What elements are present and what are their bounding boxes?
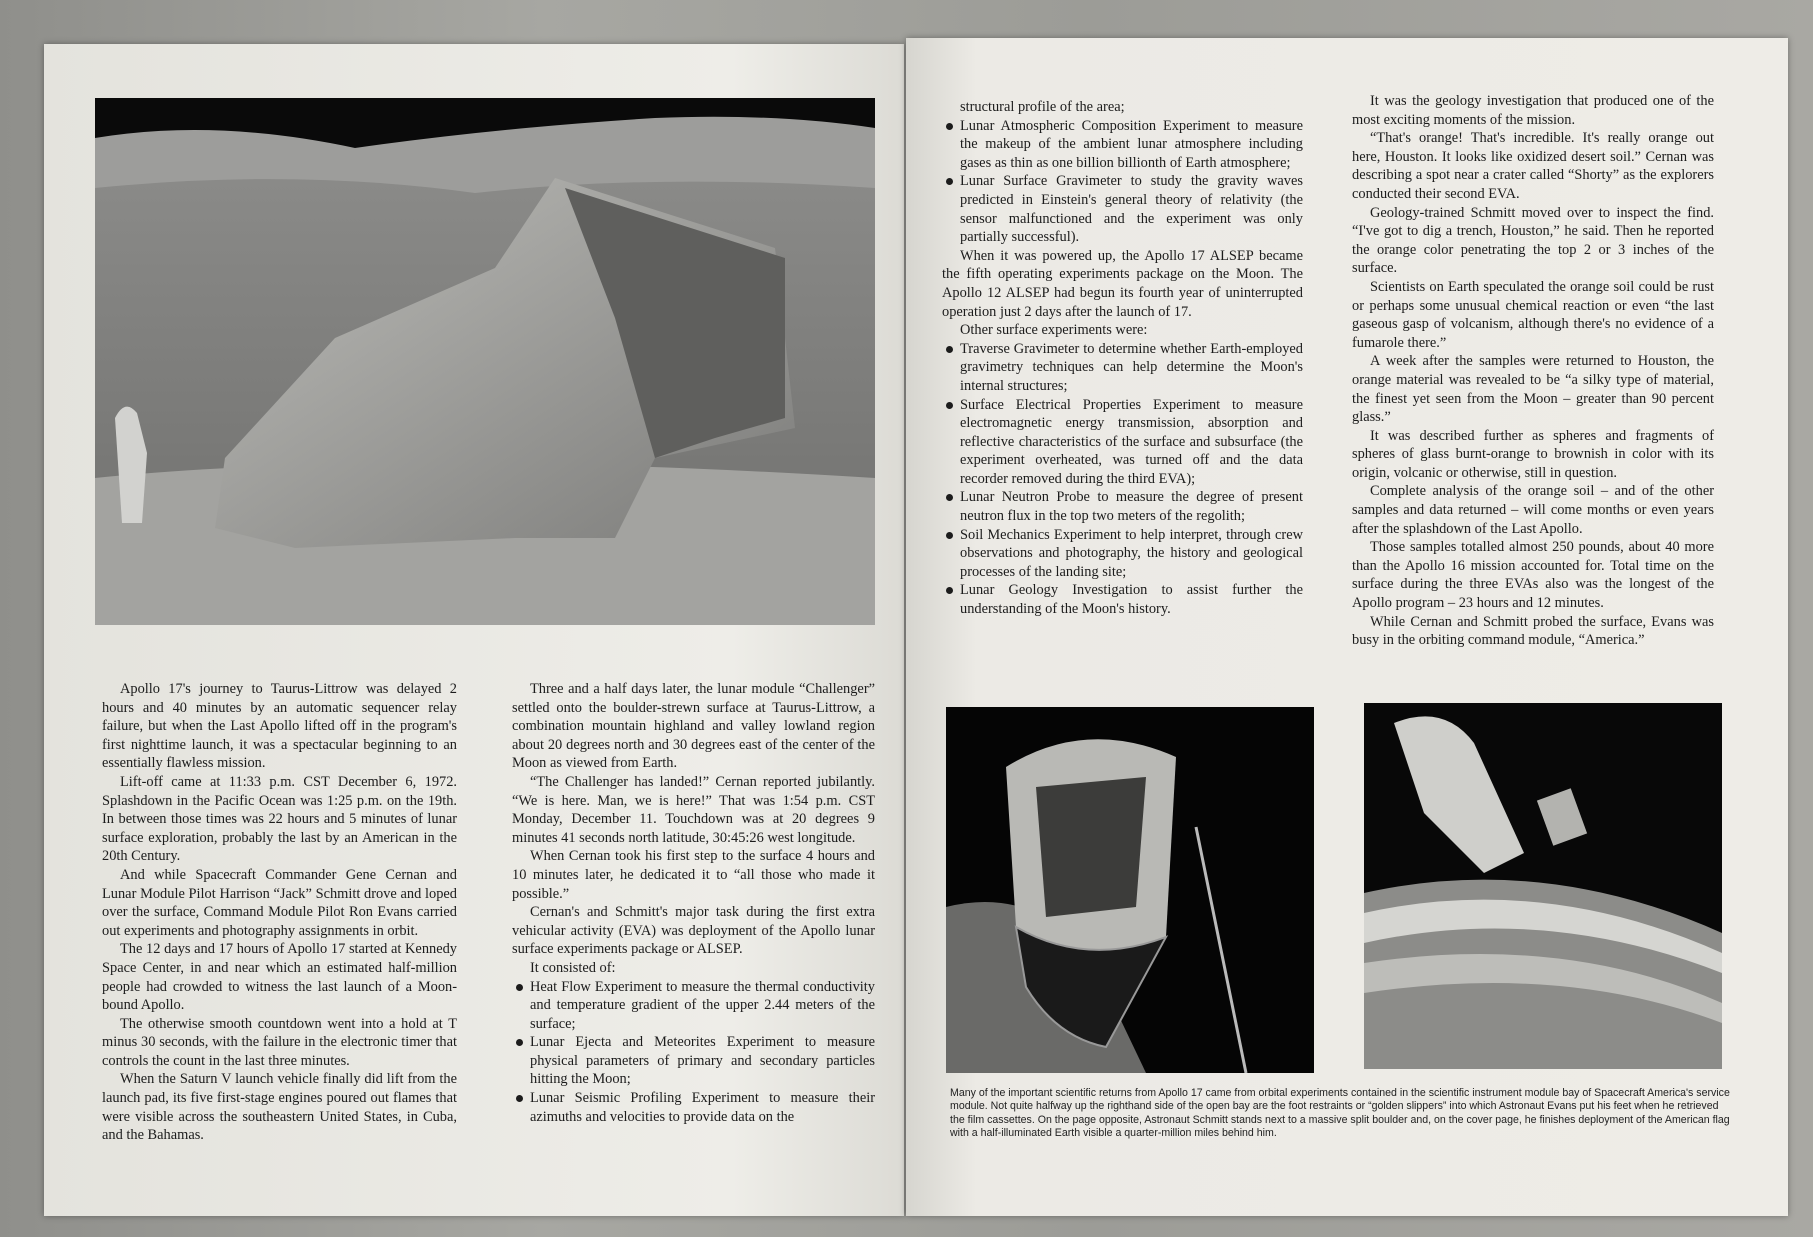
paragraph: Three and a half days later, the lunar module “Challenger” settled onto the boulder-strewn surface at Taurus-Littrow, a combination mountain highland and valley lowland region about 20 degrees north and 30 degrees east of the center of the Moon as viewed from Earth. [512, 681, 875, 772]
paragraph: Those samples totalled almost 250 pounds, about 40 more than the Apollo 16 mission accounted for. Total time on the surface during the three EVAs also was the longest of the Apollo program – 23 hours and 12 minutes. [1352, 539, 1714, 612]
paragraph: Other surface experiments were: [960, 322, 1148, 339]
list-item: Lunar Neutron Probe to measure the degree of present neutron flux in the top two meters of the regolith; [942, 488, 1303, 525]
paragraph: Cernan's and Schmitt's major task during the first extra vehicular activity (EVA) was deployment of the Apollo lunar surface experiments package or ALSEP. [512, 904, 875, 958]
paragraph: Apollo 17's journey to Taurus-Littrow was delayed 2 hours and 40 minutes by an automatic sequencer relay failure, but when the Last Apollo lifted off in the program's first nighttime launch, it was a spectacular beginning to an essentially flawless mission. [102, 681, 457, 772]
paragraph: Scientists on Earth speculated the orange soil could be rust or perhaps some unusual chemical reaction or even “the last gaseous gasp of volcanism, although there's no evidence of a fumarole there.” [1352, 278, 1714, 351]
paragraph: While Cernan and Schmitt probed the surface, Evans was busy in the orbiting command module, “America.” [1352, 613, 1714, 649]
right-column-1 [942, 98, 1303, 619]
paragraph: It was described further as spheres and fragments of spheres of glass burnt-orange to brownish in color with its origin, volcanic or otherwise, still in question. [1352, 427, 1714, 481]
paragraph: When the Saturn V launch vehicle finally did lift from the launch pad, its five first-stage engines poured out flames that were visible across the southeastern United States, in Cuba, and the Bahamas. [102, 1071, 457, 1144]
paragraph: It consisted of: [530, 959, 616, 976]
paragraph: When it was powered up, the Apollo 17 ALSEP became the fifth operating experiments package on the Moon. The Apollo 12 ALSEP had begun its fourth year of uninterrupted operation just 2 days after the launch of 17. [942, 247, 1303, 320]
paragraph: And while Spacecraft Commander Gene Cernan and Lunar Module Pilot Harrison “Jack” Schmitt drove and loped over the surface, Command Module Pilot Ron Evans carried out experiments and photography assignments in orbit. [102, 866, 457, 939]
photo-service-module [946, 707, 1314, 1073]
experiment-list [942, 117, 1303, 247]
list-item: Lunar Atmospheric Composition Experiment to measure the makeup of the ambient lunar atmosphere including gases as thin as one billion billionth of Earth atmosphere; [942, 117, 1303, 173]
photo-caption: Many of the important scientific returns from Apollo 17 came from orbital experiments contained in the scientific instrument module bay of Spacecraft America's service module. Not quite halfway up the righthand side of the open bay are the foot restraints or “golden slippers” into which Astronaut Evans put his feet when he retrieved the film cassettes. On the page opposite, Astronaut Schmitt stands next to a massive split boulder and, on the cover page, he finishes deployment of the American flag with a half-illuminated Earth visible a quarter-million miles behind him. [950, 1087, 1730, 1140]
paragraph: When Cernan took his first step to the surface 4 hours and 10 minutes later, he dedicated it to “all those who made it possible.” [512, 848, 875, 902]
paragraph: It was the geology investigation that produced one of the most exciting moments of the mission. [1352, 93, 1714, 128]
list-item: Lunar Ejecta and Meteorites Experiment to measure physical parameters of primary and secondary particles hitting the Moon; [512, 1033, 875, 1089]
list-item: Lunar Seismic Profiling Experiment to measure their azimuths and velocities to provide data on the [512, 1089, 875, 1126]
paragraph: The 12 days and 17 hours of Apollo 17 started at Kennedy Space Center, in and near which an estimated half-million people had crowded to witness the last launch of a Moon-bound Apollo. [102, 941, 457, 1014]
left-column-2 [512, 680, 875, 1126]
photo-split-boulder [95, 98, 875, 625]
list-item: Surface Electrical Properties Experiment to measure electromagnetic energy transmission, absorption and reflective characteristics of the surface and subsurface (the experiment overheated, was turned off and the data recorder removed during the third EVA); [942, 396, 1303, 489]
list-item: Soil Mechanics Experiment to help interpret, through crew observations and photography, the history and geological processes of the landing site; [942, 526, 1303, 582]
left-column-1 [102, 680, 457, 1145]
list-item: Lunar Geology Investigation to assist further the understanding of the Moon's history. [942, 581, 1303, 618]
paragraph: structural profile of the area; [960, 99, 1125, 115]
paragraph: “The Challenger has landed!” Cernan reported jubilantly. “We is here. Man, we is here!” That was 1:54 p.m. CST Monday, December 11. Touchdown was at 20 degrees 9 minutes 41 seconds north latitude, 30:45:26 west longitude. [512, 773, 875, 846]
experiment-list [942, 340, 1303, 619]
photo-evans-eva [1364, 703, 1722, 1069]
list-item: Heat Flow Experiment to measure the thermal conductivity and temperature gradient of the upper 2.44 meters of the surface; [512, 978, 875, 1034]
list-item: Traverse Gravimeter to determine whether Earth-employed gravimetry techniques can help determine the Moon's internal structures; [942, 340, 1303, 396]
paragraph: Complete analysis of the orange soil – and of the other samples and data returned – will come months or even years after the splashdown of the Last Apollo. [1352, 483, 1714, 537]
paragraph: Geology-trained Schmitt moved over to inspect the find. “I've got to dig a trench, Houston,” he said. Then he reported the orange color penetrating the top 2 or 3 inches of the surface. [1352, 204, 1714, 277]
paragraph: A week after the samples were returned to Houston, the orange material was revealed to be “a silky type of material, the finest yet seen from the Moon – greater than 90 percent glass.” [1352, 353, 1714, 426]
list-item: Lunar Surface Gravimeter to study the gravity waves predicted in Einstein's general theory of relativity (the sensor malfunctioned and the experiment was only partially successful). [942, 172, 1303, 246]
experiment-list [512, 978, 875, 1127]
paragraph: “That's orange! That's incredible. It's really orange out here, Houston. It looks like oxidized desert soil.” Cernan was describing a spot near a crater called “Shorty” as the explorers conducted their second EVA. [1352, 130, 1714, 202]
right-column-2 [1352, 92, 1714, 650]
paragraph: The otherwise smooth countdown went into a hold at T minus 30 seconds, with the failure in the electronic timer that controls the count in the last three minutes. [102, 1015, 457, 1069]
paragraph: Lift-off came at 11:33 p.m. CST December 6, 1972. Splashdown in the Pacific Ocean was 1:25 p.m. on the 19th. In between those times was 22 hours and 5 minutes of lunar surface exploration, probably the last by an American in the 20th Century. [102, 773, 457, 865]
